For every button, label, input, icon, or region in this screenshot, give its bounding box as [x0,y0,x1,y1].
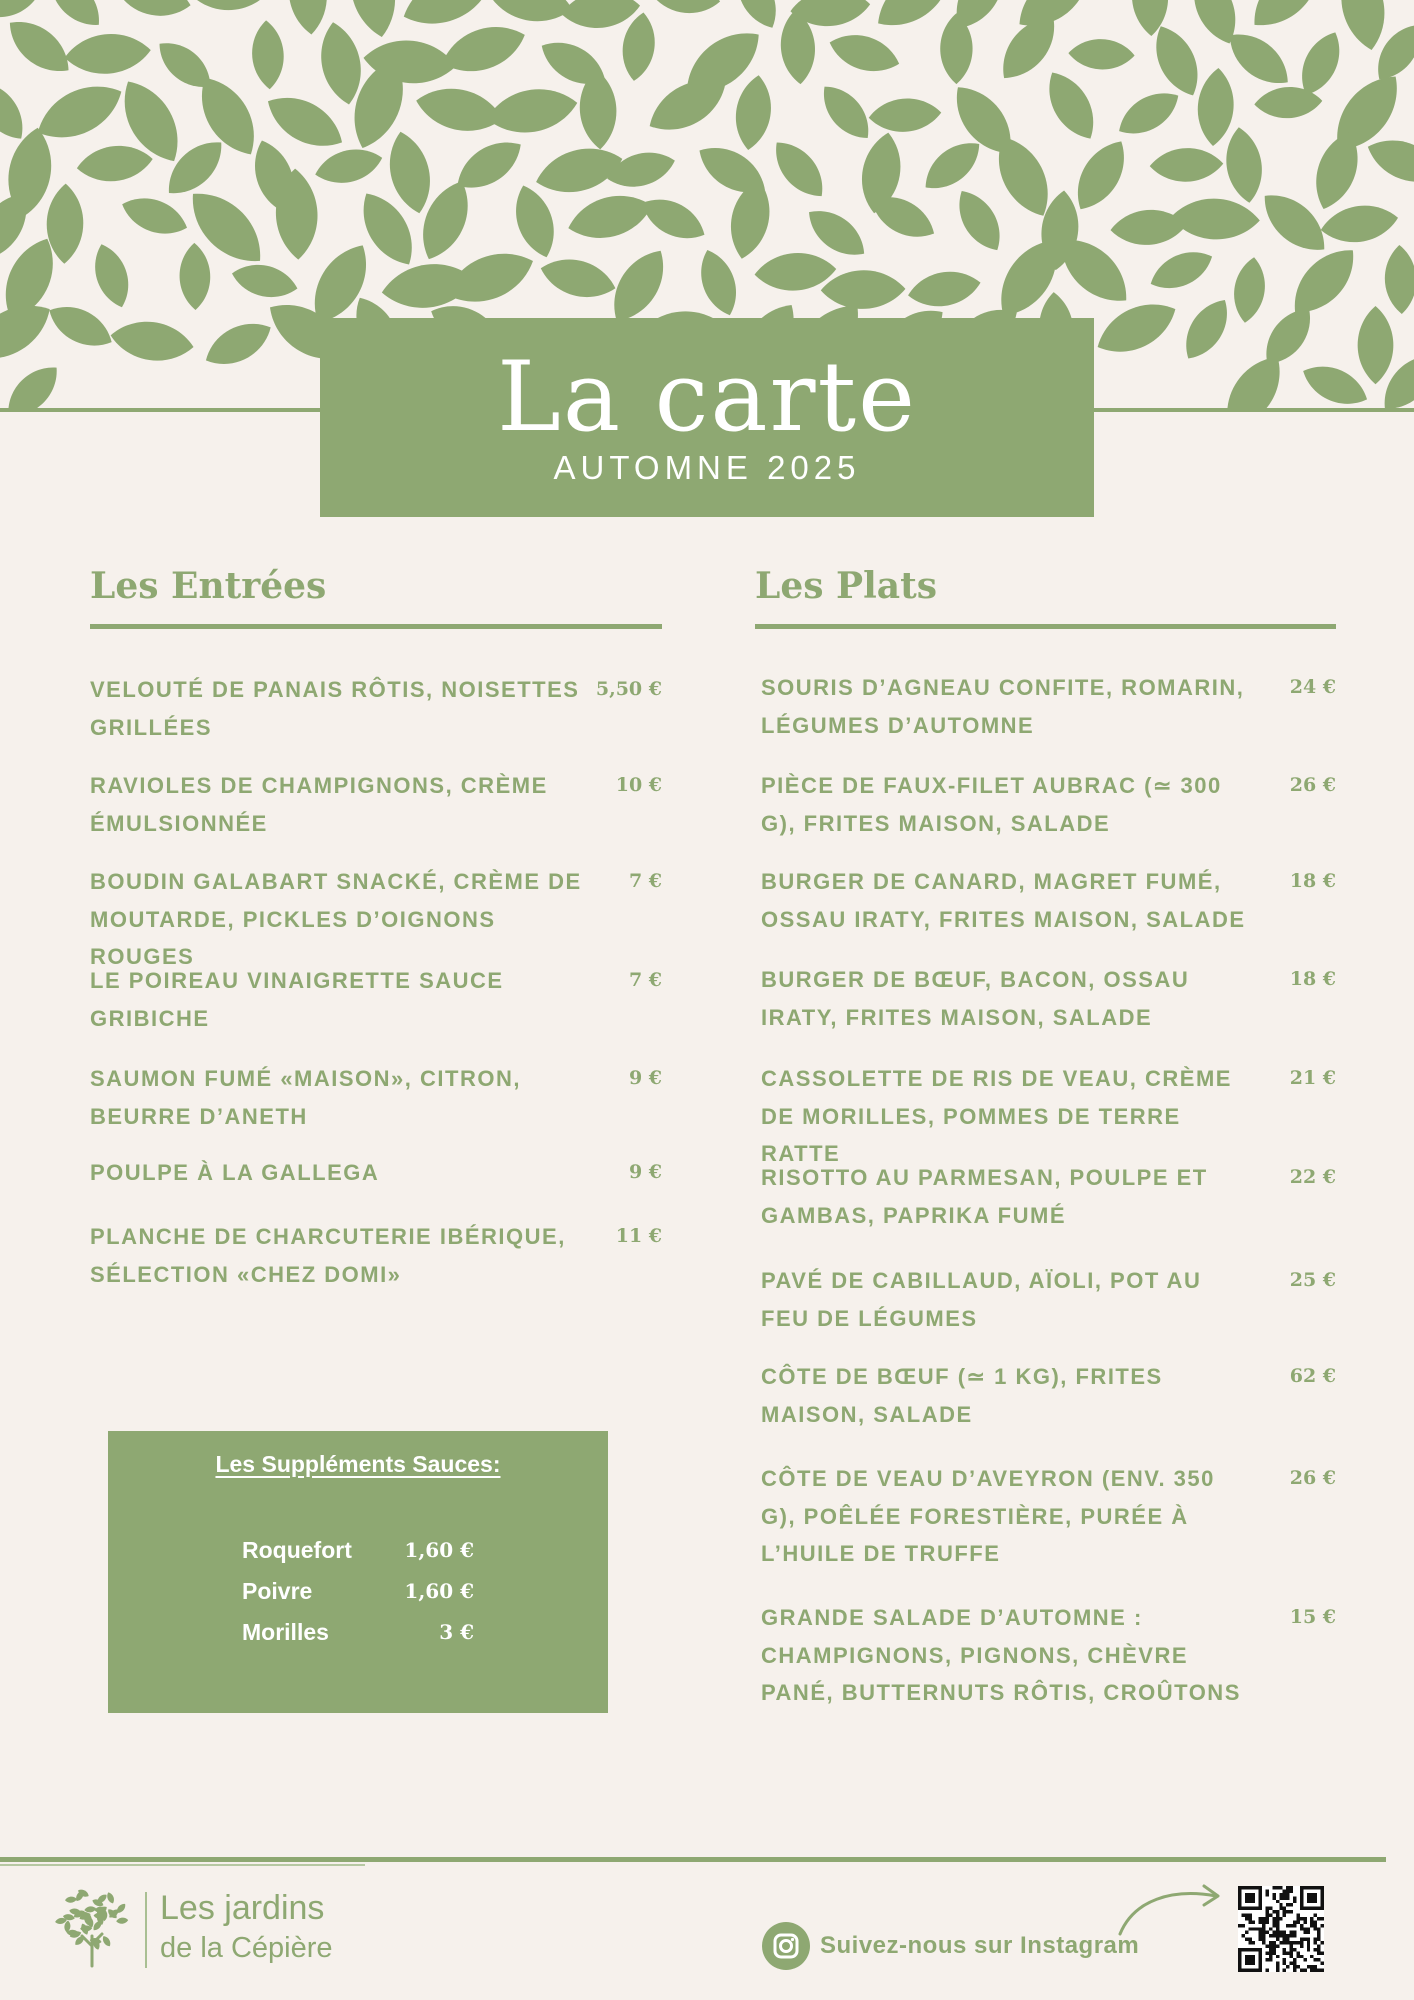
menu-item-price: 18 € [1289,968,1336,990]
menu-item-price: 9 € [628,1161,662,1183]
supplement-price: 3 € [439,1620,474,1644]
menu-item-price: 7 € [628,870,662,892]
menu-item-price: 15 € [1289,1606,1336,1628]
instagram-link[interactable]: Suivez-nous sur Instagram [820,1932,1140,1959]
brand-name-line2: de la Cépière [160,1932,333,1964]
menu-item-name: SAUMON FUMÉ «MAISON», CITRON, BEURRE D’ANETH [90,1066,521,1129]
menu-item-price: 26 € [1289,1467,1336,1489]
section-rule-entrees [90,624,662,629]
menu-item-name: LE POIREAU VINAIGRETTE SAUCE GRIBICHE [90,968,504,1031]
menu-item-name: POULPE À LA GALLEGA [90,1160,380,1185]
brand-name-line1: Les jardins [160,1889,325,1927]
menu-item [90,1218,662,1293]
title-banner [320,318,1094,517]
menu-item [761,961,1336,1036]
page-title: La carte [497,341,917,453]
menu-item-name: PIÈCE DE FAUX-FILET AUBRAC (≃ 300 G), FRITES MAISON, SALADE [761,773,1222,836]
supplement-row [108,1612,608,1652]
menu-item-name: SOURIS D’AGNEAU CONFITE, ROMARIN, LÉGUMES D’AUTOMNE [761,675,1245,738]
menu-item-name: CASSOLETTE DE RIS DE VEAU, CRÈME DE MORILLES, POMMES DE TERRE RATTE [761,1066,1232,1166]
menu-item-name: CÔTE DE BŒUF (≃ 1 KG), FRITES MAISON, SALADE [761,1364,1163,1427]
menu-item [761,863,1336,938]
menu-item-price: 5,50 € [595,678,662,700]
menu-item-name: PLANCHE DE CHARCUTERIE IBÉRIQUE, SÉLECTION «CHEZ DOMI» [90,1224,566,1287]
supplement-name: Morilles [242,1619,329,1645]
qr-code-icon[interactable] [1238,1886,1324,1972]
section-rule-plats [755,624,1336,629]
menu-item [761,1460,1336,1573]
menu-item-price: 25 € [1289,1269,1336,1291]
menu-item-price: 24 € [1289,676,1336,698]
menu-item [761,669,1336,744]
menu-item [90,1060,662,1135]
footer-divider-thin [0,1864,365,1866]
logo-divider [145,1892,147,1968]
menu-item [761,1159,1336,1234]
menu-item-price: 18 € [1289,870,1336,892]
menu-item [90,671,662,746]
supplements-box [108,1431,608,1713]
supplement-name: Roquefort [242,1537,352,1563]
menu-item-name: BURGER DE CANARD, MAGRET FUMÉ, OSSAU IRATY, FRITES MAISON, SALADE [761,869,1246,932]
supplement-row [108,1530,608,1570]
menu-item-price: 11 € [615,1225,662,1247]
section-title-entrees: Les Entrées [90,565,327,607]
menu-item-name: BOUDIN GALABART SNACKÉ, CRÈME DE MOUTARDE, PICKLES D’OIGNONS ROUGES [90,869,582,969]
menu-item-name: RISOTTO AU PARMESAN, POULPE ET GAMBAS, PAPRIKA FUMÉ [761,1165,1208,1228]
menu-item-price: 22 € [1289,1166,1336,1188]
menu-item [90,767,662,842]
menu-item-price: 10 € [615,774,662,796]
curved-arrow-icon [1112,1880,1230,1940]
menu-item [761,1060,1336,1166]
section-title-plats: Les Plats [755,565,937,607]
menu-item-name: CÔTE DE VEAU D’AVEYRON (ENV. 350 G), POÊLÉE FORESTIÈRE, PURÉE À L’HUILE DE TRUFFE [761,1466,1215,1566]
menu-item [761,1262,1336,1337]
menu-item-price: 7 € [628,969,662,991]
page-subtitle: AUTOMNE 2025 [553,449,861,486]
supplement-row [108,1571,608,1611]
menu-item [90,1154,662,1192]
menu-item-price: 21 € [1289,1067,1336,1089]
menu-item-price: 26 € [1289,774,1336,796]
menu-item [761,767,1336,842]
instagram-icon[interactable] [762,1922,810,1970]
menu-item-price: 9 € [628,1067,662,1089]
supplement-name: Poivre [242,1578,313,1604]
menu-item-name: RAVIOLES DE CHAMPIGNONS, CRÈME ÉMULSIONNÉE [90,773,548,836]
footer-divider [0,1857,1386,1862]
menu-item-price: 62 € [1289,1365,1336,1387]
menu-item-name: BURGER DE BŒUF, BACON, OSSAU IRATY, FRITES MAISON, SALADE [761,967,1190,1030]
tree-logo-icon [50,1884,134,1968]
menu-item-name: PAVÉ DE CABILLAUD, AÏOLI, POT AU FEU DE LÉGUMES [761,1268,1202,1331]
menu-item [761,1599,1336,1712]
menu-item [90,863,662,969]
menu-item-name: VELOUTÉ DE PANAIS RÔTIS, NOISETTES GRILLÉES [90,677,580,740]
supplement-price: 1,60 € [404,1538,474,1562]
supplements-title: Les Suppléments Sauces: [215,1451,501,1477]
menu-item-name: GRANDE SALADE D’AUTOMNE : CHAMPIGNONS, PIGNONS, CHÈVRE PANÉ, BUTTERNUTS RÔTIS, CROÛTONS [761,1605,1241,1705]
supplement-price: 1,60 € [404,1579,474,1603]
menu-item [90,962,662,1037]
menu-item [761,1358,1336,1433]
